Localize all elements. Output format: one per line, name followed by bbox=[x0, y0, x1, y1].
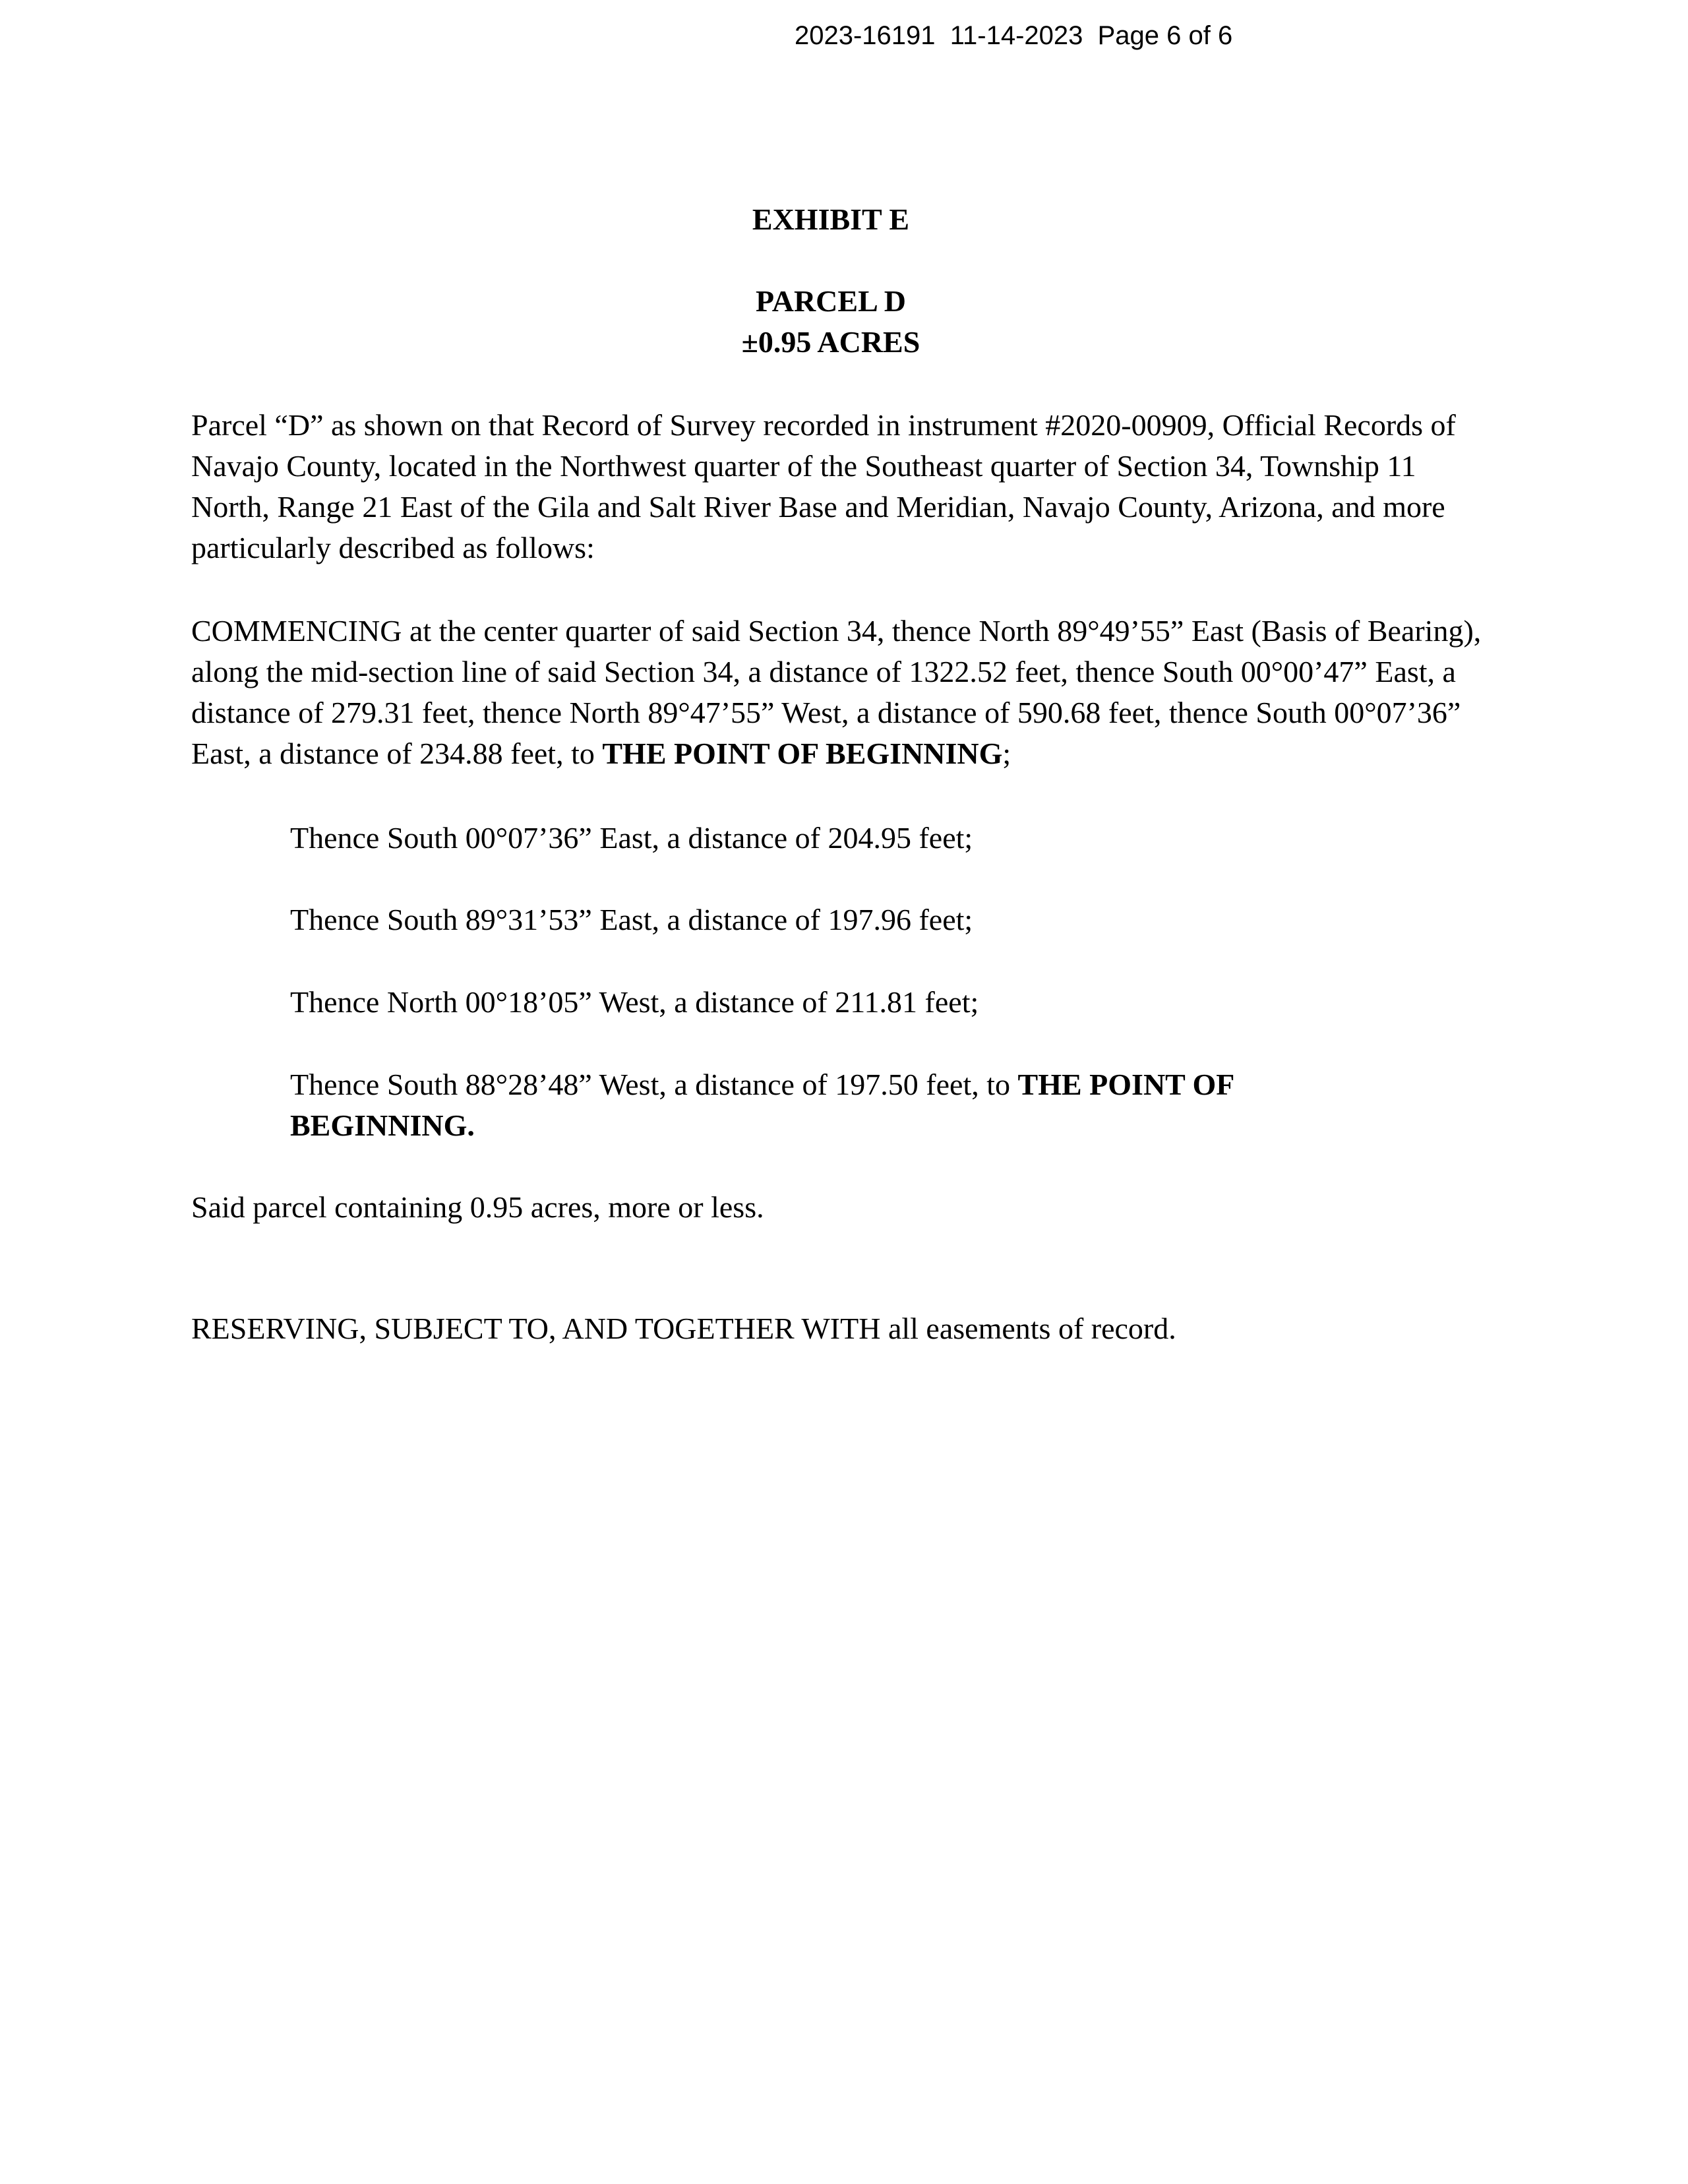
parcel-title-block bbox=[0, 281, 1662, 363]
commencing-paragraph bbox=[191, 611, 1484, 774]
intro-paragraph: Parcel “D” as shown on that Record of Survey recorded in instrument #2020-00909, Official Records of Navajo County, located in the Northwest quarter of the Southeast quarter of Section 34, Township 11 North, Range 21 East of the Gila and Salt River Base and Meridian, Navajo County, Arizona, and more particularly described as follows: bbox=[191, 408, 1456, 564]
point-of-beginning: THE POINT OF BEGINNING bbox=[602, 737, 1003, 770]
recording-stamp: 2023-16191 11-14-2023 Page 6 of 6 bbox=[795, 21, 1233, 50]
parcel-acres: ±0.95 ACRES bbox=[741, 325, 920, 359]
bearing-call-3: Thence North 00°18’05” West, a distance of 211.81 feet; bbox=[290, 985, 979, 1019]
bearing-call-4 bbox=[290, 1064, 1411, 1146]
bearing-call-2: Thence South 89°31’53” East, a distance of 197.96 feet; bbox=[290, 903, 973, 936]
bearing-call-4-text: Thence South 88°28’48” West, a distance of 197.50 feet, to bbox=[290, 1068, 1018, 1101]
acreage-summary: Said parcel containing 0.95 acres, more or less. bbox=[191, 1190, 764, 1224]
exhibit-title: EXHIBIT E bbox=[752, 202, 910, 236]
bearing-call-1: Thence South 00°07’36” East, a distance of 204.95 feet; bbox=[290, 821, 973, 855]
commencing-text: COMMENCING at the center quarter of said Section 34, thence North 89°49’55” East (Basis of Bearing), along the mid-section line of said Section 34, a distance of 1322.52 feet, thence South 00°00’47” East, a distance of 279.31 feet, thence North 89°47’55” West, a distance of 590.68 feet, thence South 00°07’36” East, a distance of 234.88 feet, to bbox=[191, 614, 1482, 770]
reserving-clause: RESERVING, SUBJECT TO, AND TOGETHER WITH all easements of record. bbox=[191, 1312, 1176, 1345]
point-of-beginning-final: THE POINT OF BEGINNING. bbox=[290, 1068, 1234, 1142]
parcel-title: PARCEL D bbox=[756, 284, 906, 318]
commencing-end: ; bbox=[1002, 737, 1011, 770]
